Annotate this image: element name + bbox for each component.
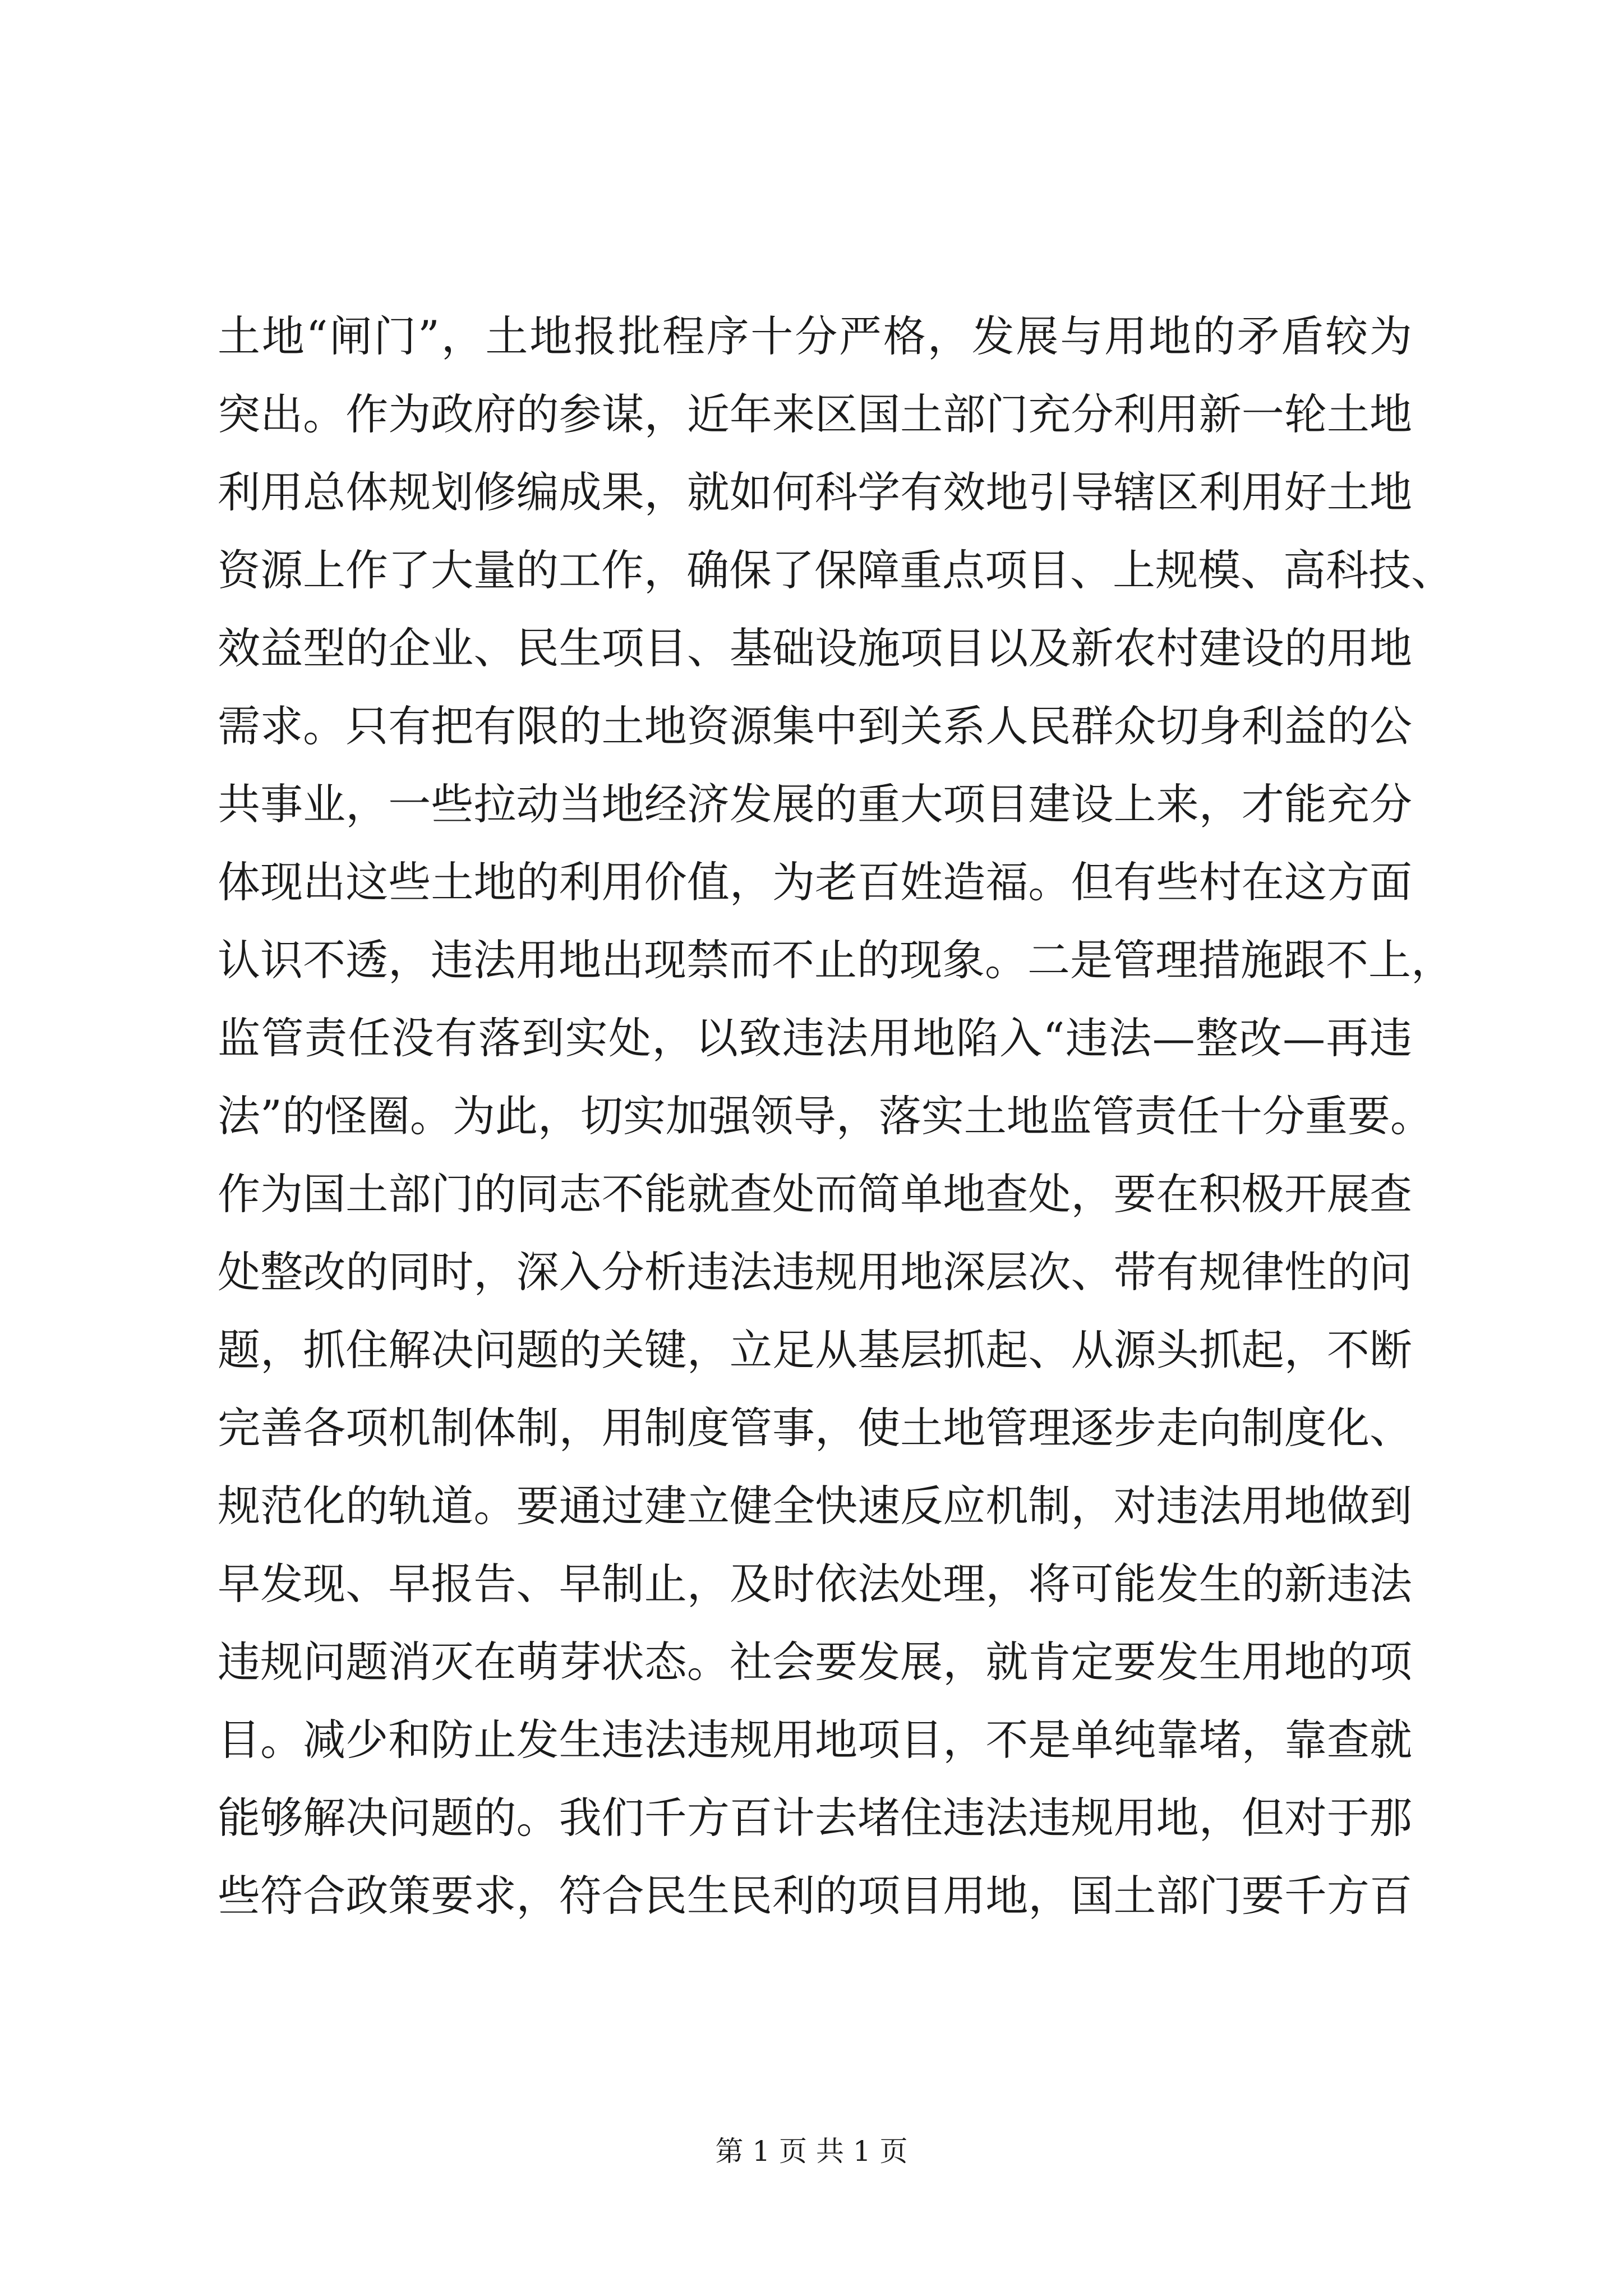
text-line: 土地“闸门”，土地报批程序十分严格，发展与用地的矛盾较为 [218, 311, 1412, 361]
text-line: 效益型的企业、民生项目、基础设施项目以及新农村建设的用地 [218, 623, 1412, 673]
text-line: 作为国土部门的同志不能就查处而简单地查处，要在积极开展查 [218, 1169, 1412, 1219]
text-line: 需求。只有把有限的土地资源集中到关系人民群众切身利益的公 [218, 701, 1412, 751]
text-line: 资源上作了大量的工作，确保了保障重点项目、上规模、高科技、 [218, 545, 1454, 595]
text-line: 监管责任没有落到实处，以致违法用地陷入“违法—整改—再违 [218, 1013, 1412, 1063]
text-line: 体现出这些土地的利用价值，为老百姓造福。但有些村在这方面 [218, 857, 1412, 907]
text-line: 些符合政策要求，符合民生民利的项目用地，国土部门要千方百 [218, 1871, 1412, 1921]
text-line: 突出。作为政府的参谋，近年来区国土部门充分利用新一轮土地 [218, 389, 1412, 439]
text-line: 法”的怪圈。为此，切实加强领导，落实土地监管责任十分重要。 [218, 1091, 1433, 1141]
page-footer [0, 2132, 1623, 2171]
text-line: 能够解决问题的。我们千方百计去堵住违法违规用地，但对于那 [218, 1793, 1412, 1843]
text-line: 处整改的同时，深入分析违法违规用地深层次、带有规律性的问 [218, 1247, 1412, 1297]
body-text [218, 297, 1454, 1935]
text-line: 认识不透，违法用地出现禁而不止的现象。二是管理措施跟不上， [218, 935, 1454, 985]
text-line: 共事业，一些拉动当地经济发展的重大项目建设上来，才能充分 [218, 779, 1412, 829]
text-line: 违规问题消灭在萌芽状态。社会要发展，就肯定要发生用地的项 [218, 1637, 1412, 1687]
text-line: 利用总体规划修编成果，就如何科学有效地引导辖区利用好土地 [218, 467, 1412, 517]
text-line: 目。减少和防止发生违法违规用地项目，不是单纯靠堵，靠查就 [218, 1715, 1412, 1765]
text-line: 早发现、早报告、早制止，及时依法处理，将可能发生的新违法 [218, 1559, 1412, 1609]
text-line: 题，抓住解决问题的关键，立足从基层抓起、从源头抓起，不断 [218, 1325, 1412, 1375]
text-line: 完善各项机制体制，用制度管事，使土地管理逐步走向制度化、 [218, 1403, 1412, 1453]
text-line: 规范化的轨道。要通过建立健全快速反应机制，对违法用地做到 [218, 1481, 1412, 1531]
page-number: 第 1 页 共 1 页 [715, 2135, 908, 2168]
